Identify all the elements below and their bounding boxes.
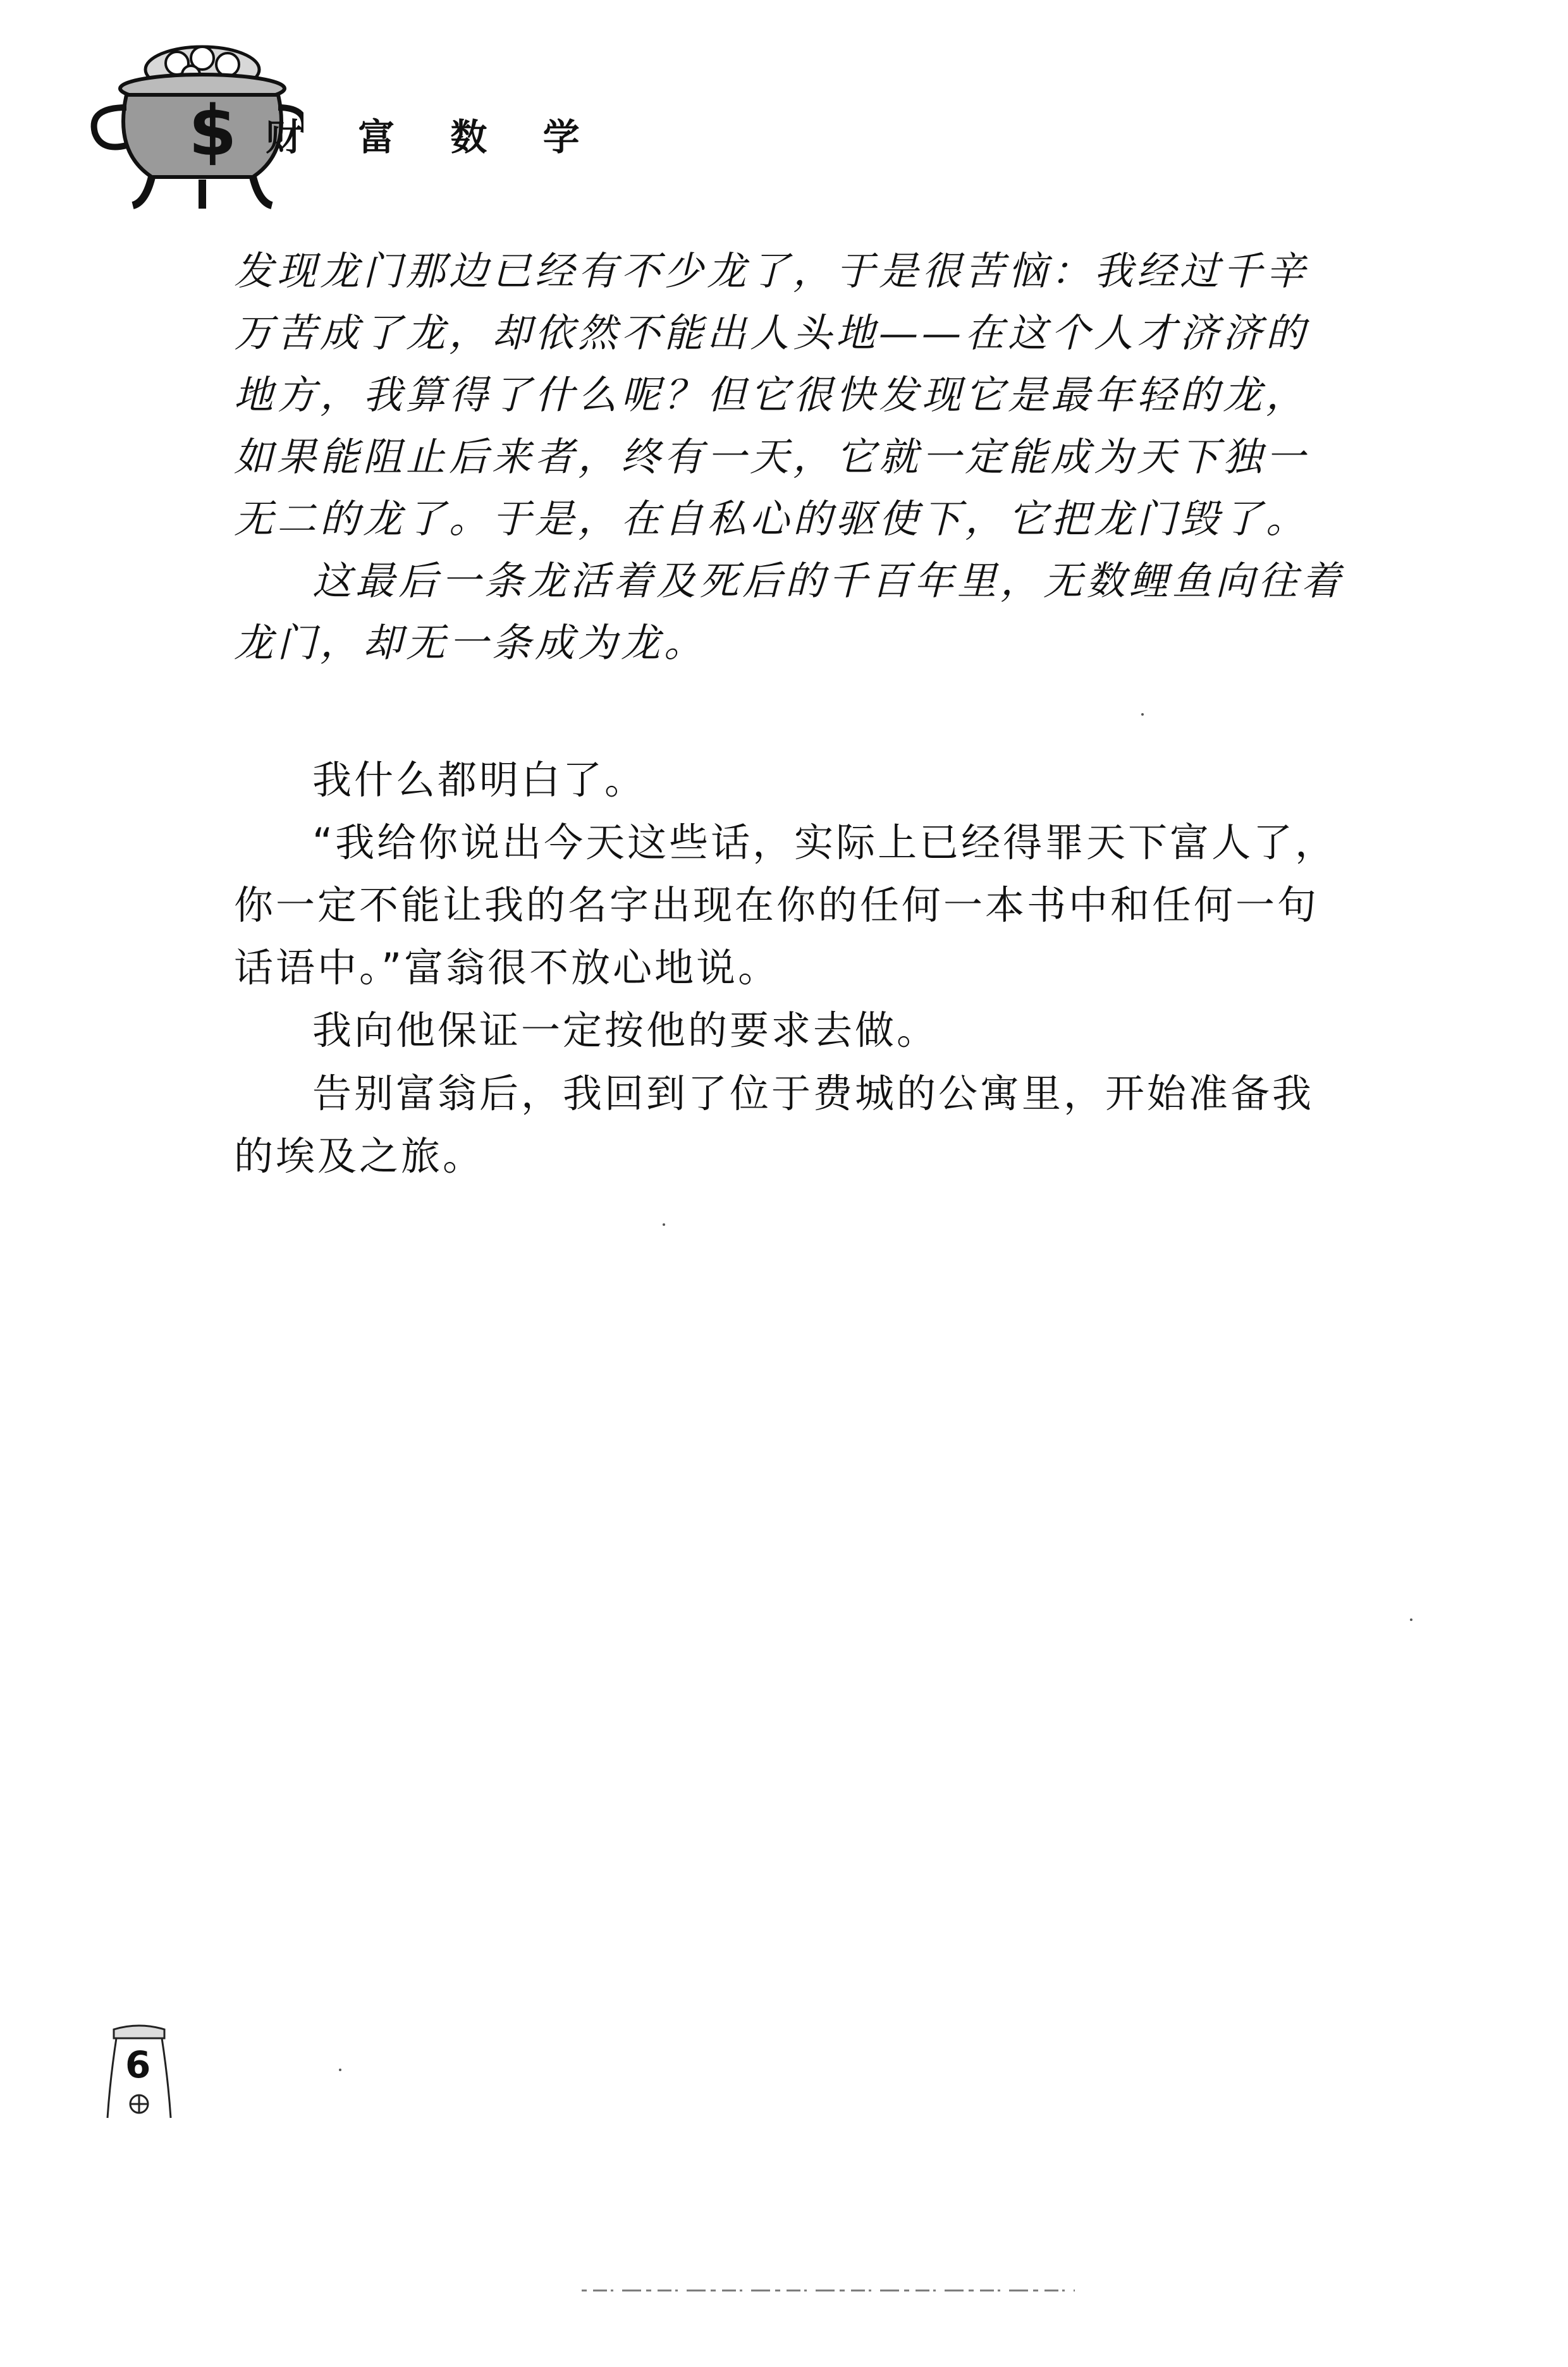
page-number: 6 [125, 2043, 151, 2086]
narrative-paragraph: 我什么都明白了。 [312, 756, 647, 803]
page-number-block [101, 2023, 177, 2124]
book-title: 财 富 数 学 [266, 116, 601, 159]
scan-speck [339, 2069, 341, 2071]
section-gap [234, 674, 1347, 749]
scan-speck [1141, 713, 1144, 716]
page-body [234, 240, 1347, 1187]
svg-text:$: $ [188, 90, 237, 171]
story-paragraph: 这最后一条龙活着及死后的千百年里，无数鲤鱼向往着龙门，却无一条成为龙。 [234, 557, 1345, 666]
page-header [76, 25, 645, 215]
scan-speck [1410, 1618, 1412, 1621]
narrative-paragraph: 告别富翁后，我回到了位于费城的公寓里，开始准备我的埃及之旅。 [234, 1070, 1314, 1179]
scan-artifact-line [582, 2289, 1075, 2292]
narrative-paragraph: 我向他保证一定按他的要求去做。 [312, 1007, 939, 1054]
story-paragraph: 发现龙门那边已经有不少龙了，于是很苦恼：我经过千辛万苦成了龙，却依然不能出人头地——在这个人才济济的地方，我算得了什么呢？但它很快发现它是最年轻的龙，如果能阻止后来者，终有一天，它就一定能成为天下独一无二的龙了。于是，在自私心的驱使下，它把龙门毁了。 [234, 248, 1309, 542]
scan-speck [663, 1223, 665, 1226]
narrative-paragraph: “我给你说出今天这些话，实际上已经得罪天下富人了，你一定不能让我的名字出现在你的任何一本书中和任何一句话语中。”富翁很不放心地说。 [234, 819, 1337, 991]
